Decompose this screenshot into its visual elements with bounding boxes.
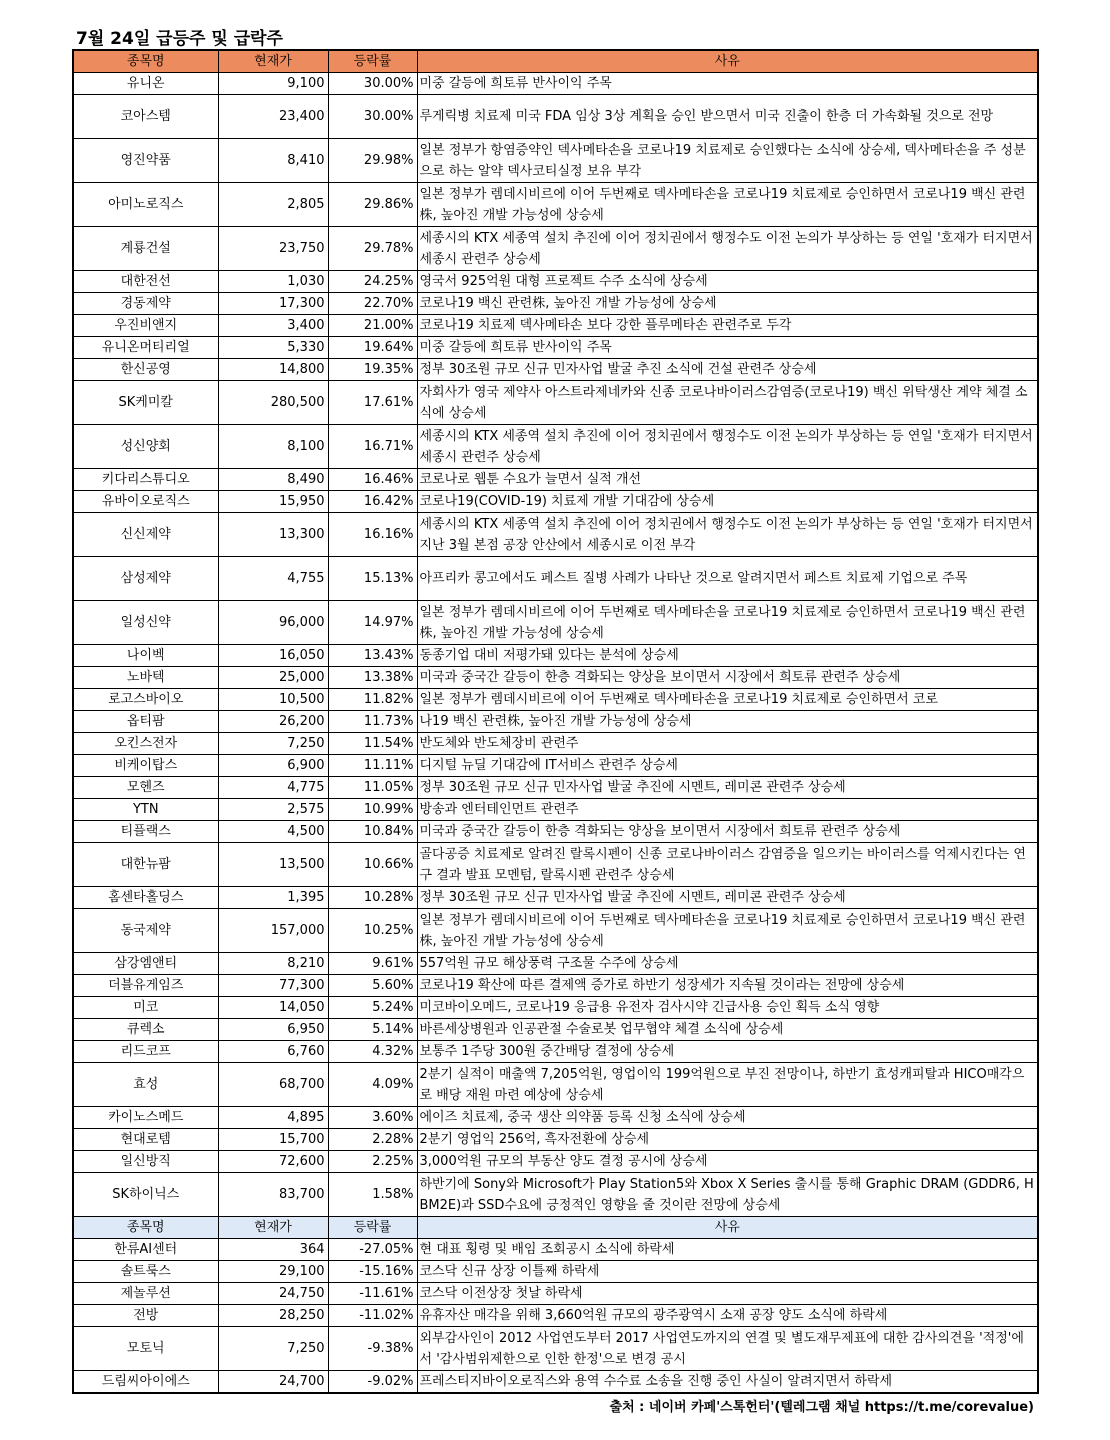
stock-change: 19.35% — [328, 359, 417, 381]
loser-row — [73, 1371, 1038, 1394]
stock-change: 21.00% — [328, 315, 417, 337]
gainer-row — [73, 1019, 1038, 1041]
stock-price: 14,050 — [218, 997, 328, 1019]
gainer-row — [73, 711, 1038, 733]
stock-price: 14,800 — [218, 359, 328, 381]
stock-change: 10.66% — [328, 843, 417, 887]
gainer-row — [73, 733, 1038, 755]
stock-change: 10.25% — [328, 909, 417, 953]
col-header-price: 현재가 — [218, 50, 328, 73]
stock-reason: 미국과 중국간 갈등이 한층 격화되는 양상을 보이면서 시장에서 희토류 관련주 상승세 — [417, 821, 1038, 843]
stock-name: 노바텍 — [73, 667, 218, 689]
gainer-row — [73, 513, 1038, 557]
stock-reason: 하반기에 Sony와 Microsoft가 Play Station5와 Xbox X Series 출시를 통해 Graphic DRAM (GDDR6, HBM2E)과 SSD수요에 긍정적인 영향을 줄 것이란 전망에 상승세 — [417, 1173, 1038, 1217]
gainer-row — [73, 95, 1038, 139]
stock-price: 25,000 — [218, 667, 328, 689]
stock-change: 11.82% — [328, 689, 417, 711]
stock-reason: 코로나19 확산에 따른 결제액 증가로 하반기 성장세가 지속될 것이라는 전망에 상승세 — [417, 975, 1038, 997]
loser-row — [73, 1239, 1038, 1261]
gainer-row — [73, 315, 1038, 337]
col-header-change: 등락률 — [328, 50, 417, 73]
stock-reason: 코로나19 치료제 덱사메타손 보다 강한 플루메타손 관련주로 두각 — [417, 315, 1038, 337]
stock-change: -11.02% — [328, 1305, 417, 1327]
stock-name: 로고스바이오 — [73, 689, 218, 711]
gainer-row — [73, 1151, 1038, 1173]
stock-reason: 미코바이오메드, 코로나19 응급용 유전자 검사시약 긴급사용 승인 획득 소식 영향 — [417, 997, 1038, 1019]
stock-price: 4,500 — [218, 821, 328, 843]
stock-reason: 코로나19 백신 관련株, 높아진 개발 가능성에 상승세 — [417, 293, 1038, 315]
stock-name: 비케이탑스 — [73, 755, 218, 777]
stock-price: 83,700 — [218, 1173, 328, 1217]
stock-change: 2.28% — [328, 1129, 417, 1151]
stock-change: 4.09% — [328, 1063, 417, 1107]
stock-change: 22.70% — [328, 293, 417, 315]
gainer-row — [73, 909, 1038, 953]
col-header-price: 현재가 — [218, 1217, 328, 1239]
stock-change: 10.99% — [328, 799, 417, 821]
stock-name: 한신공영 — [73, 359, 218, 381]
stock-price: 6,950 — [218, 1019, 328, 1041]
stock-name: 모토닉 — [73, 1327, 218, 1371]
stock-name: 모헨즈 — [73, 777, 218, 799]
stock-name: 영진약품 — [73, 139, 218, 183]
stock-change: 29.86% — [328, 183, 417, 227]
stock-change: 5.60% — [328, 975, 417, 997]
stock-reason: 아프리카 콩고에서도 페스트 질병 사례가 나타난 것으로 알려지면서 페스트 치료제 기업으로 주목 — [417, 557, 1038, 601]
gainer-row — [73, 777, 1038, 799]
stock-reason: 미중 갈등에 희토류 반사이익 주목 — [417, 73, 1038, 95]
stock-price: 15,950 — [218, 491, 328, 513]
stock-change: 5.14% — [328, 1019, 417, 1041]
stock-name: 계룡건설 — [73, 227, 218, 271]
stock-change: 30.00% — [328, 95, 417, 139]
col-header-name: 종목명 — [73, 1217, 218, 1239]
stock-change: 5.24% — [328, 997, 417, 1019]
gainer-row — [73, 1129, 1038, 1151]
stock-price: 4,775 — [218, 777, 328, 799]
stock-reason: 현 대표 횡령 및 배임 조회공시 소식에 하락세 — [417, 1239, 1038, 1261]
stock-change: -9.02% — [328, 1371, 417, 1394]
stock-name: 동국제약 — [73, 909, 218, 953]
gainer-row — [73, 359, 1038, 381]
stock-price: 68,700 — [218, 1063, 328, 1107]
stock-change: 16.71% — [328, 425, 417, 469]
stock-change: -27.05% — [328, 1239, 417, 1261]
gainer-row — [73, 799, 1038, 821]
stock-change: 19.64% — [328, 337, 417, 359]
gainer-row — [73, 381, 1038, 425]
stock-name: 코아스템 — [73, 95, 218, 139]
gainer-row — [73, 293, 1038, 315]
stock-price: 77,300 — [218, 975, 328, 997]
stock-name: 삼강엠앤티 — [73, 953, 218, 975]
stock-change: 3.60% — [328, 1107, 417, 1129]
stock-reason: 일본 정부가 렘데시비르에 이어 두번째로 덱사메타손을 코로나19 치료제로 승인하면서 코로나19 백신 관련株, 높아진 개발 가능성에 상승세 — [417, 183, 1038, 227]
stock-reason: 세종시의 KTX 세종역 설치 추진에 이어 정치권에서 행정수도 이전 논의가 부상하는 등 연일 '호재가 터지면서 세종시 관련주 상승세 — [417, 425, 1038, 469]
stock-reason: 방송과 엔터테인먼트 관련주 — [417, 799, 1038, 821]
stock-reason: 외부감사인이 2012 사업연도부터 2017 사업연도까지의 연결 및 별도재무제표에 대한 감사의견을 '적정'에서 '감사범위제한으로 인한 한정'으로 변경 공시 — [417, 1327, 1038, 1371]
stock-name: 신신제약 — [73, 513, 218, 557]
stock-price: 72,600 — [218, 1151, 328, 1173]
stock-price: 280,500 — [218, 381, 328, 425]
stock-change: 4.32% — [328, 1041, 417, 1063]
stock-price: 24,750 — [218, 1283, 328, 1305]
stock-reason: 2분기 영업익 256억, 흑자전환에 상승세 — [417, 1129, 1038, 1151]
stock-name: 일신방직 — [73, 1151, 218, 1173]
stock-reason: 3,000억원 규모의 부동산 양도 결정 공시에 상승세 — [417, 1151, 1038, 1173]
stock-reason: 세종시의 KTX 세종역 설치 추진에 이어 정치권에서 행정수도 이전 논의가 부상하는 등 연일 '호재가 터지면서 세종시 관련주 상승세 — [417, 227, 1038, 271]
stock-reason: 일본 정부가 렘데시비르에 이어 두번째로 덱사메타손을 코로나19 치료제로 승인하면서 코로나19 백신 관련株, 높아진 개발 가능성에 상승세 — [417, 601, 1038, 645]
stock-price: 23,400 — [218, 95, 328, 139]
stock-change: 17.61% — [328, 381, 417, 425]
stock-change: 10.28% — [328, 887, 417, 909]
stock-reason: 일본 정부가 렘데시비르에 이어 두번째로 덱사메타손을 코로나19 치료제로 승인하면서 코로 — [417, 689, 1038, 711]
stock-change: 29.78% — [328, 227, 417, 271]
stock-change: 30.00% — [328, 73, 417, 95]
loser-row — [73, 1261, 1038, 1283]
stock-name: 한류AI센터 — [73, 1239, 218, 1261]
gainer-row — [73, 183, 1038, 227]
gainer-row — [73, 821, 1038, 843]
stock-reason: 정부 30조원 규모 신규 민자사업 발굴 추진에 시멘트, 레미콘 관련주 상승세 — [417, 777, 1038, 799]
stock-name: SK케미칼 — [73, 381, 218, 425]
stock-price: 9,100 — [218, 73, 328, 95]
col-header-reason: 사유 — [417, 50, 1038, 73]
stock-name: 큐렉소 — [73, 1019, 218, 1041]
stock-change: 10.84% — [328, 821, 417, 843]
stock-change: 24.25% — [328, 271, 417, 293]
stock-price: 8,210 — [218, 953, 328, 975]
stock-name: 드림씨아이에스 — [73, 1371, 218, 1394]
loser-row — [73, 1305, 1038, 1327]
stock-price: 26,200 — [218, 711, 328, 733]
stock-price: 28,250 — [218, 1305, 328, 1327]
gainer-row — [73, 557, 1038, 601]
stock-price: 2,805 — [218, 183, 328, 227]
col-header-reason: 사유 — [417, 1217, 1038, 1239]
stock-name: 유바이오로직스 — [73, 491, 218, 513]
stock-reason: 정부 30조원 규모 신규 민자사업 발굴 추진에 시멘트, 레미콘 관련주 상승세 — [417, 887, 1038, 909]
stock-reason: 미국과 중국간 갈등이 한층 격화되는 양상을 보이면서 시장에서 희토류 관련주 상승세 — [417, 667, 1038, 689]
stock-reason: 골다공증 치료제로 알려진 랄록시펜이 신종 코로나바이러스 감염증을 일으키는 바이러스를 억제시킨다는 연구 결과 발표 모멘텀, 랄록시펜 관련주 상승세 — [417, 843, 1038, 887]
stock-reason: 자회사가 영국 제약사 아스트라제네카와 신종 코로나바이러스감염증(코로나19) 백신 위탁생산 계약 체결 소식에 상승세 — [417, 381, 1038, 425]
gainer-row — [73, 645, 1038, 667]
stock-name: 카이노스메드 — [73, 1107, 218, 1129]
stock-price: 6,900 — [218, 755, 328, 777]
stock-name: 티플랙스 — [73, 821, 218, 843]
stock-price: 6,760 — [218, 1041, 328, 1063]
stock-change: 15.13% — [328, 557, 417, 601]
stock-price: 7,250 — [218, 733, 328, 755]
stock-price: 8,100 — [218, 425, 328, 469]
stock-price: 2,575 — [218, 799, 328, 821]
stock-change: 13.43% — [328, 645, 417, 667]
gainer-row — [73, 843, 1038, 887]
stock-reason: 일본 정부가 렘데시비르에 이어 두번째로 덱사메타손을 코로나19 치료제로 승인하면서 코로나19 백신 관련株, 높아진 개발 가능성에 상승세 — [417, 909, 1038, 953]
stock-change: 13.38% — [328, 667, 417, 689]
stock-reason: 정부 30조원 규모 신규 민자사업 발굴 추진 소식에 건설 관련주 상승세 — [417, 359, 1038, 381]
stock-name: YTN — [73, 799, 218, 821]
stock-change: 11.54% — [328, 733, 417, 755]
stock-reason: 바른세상병원과 인공관절 수술로봇 업무협약 체결 소식에 상승세 — [417, 1019, 1038, 1041]
stock-price: 1,030 — [218, 271, 328, 293]
stock-change: 14.97% — [328, 601, 417, 645]
loser-row — [73, 1283, 1038, 1305]
stock-price: 13,500 — [218, 843, 328, 887]
stock-name: 아미노로직스 — [73, 183, 218, 227]
stock-price: 4,755 — [218, 557, 328, 601]
stock-price: 24,700 — [218, 1371, 328, 1394]
stock-price: 29,100 — [218, 1261, 328, 1283]
stock-change: 16.16% — [328, 513, 417, 557]
stock-reason: 557억원 규모 해상풍력 구조물 수주에 상승세 — [417, 953, 1038, 975]
gainer-row — [73, 689, 1038, 711]
stock-name: 대한뉴팜 — [73, 843, 218, 887]
stock-reason: 코스닥 이전상장 첫날 하락세 — [417, 1283, 1038, 1305]
stock-name: 효성 — [73, 1063, 218, 1107]
stock-name: 옵티팜 — [73, 711, 218, 733]
stock-price: 15,700 — [218, 1129, 328, 1151]
gainer-row — [73, 997, 1038, 1019]
stock-change: 9.61% — [328, 953, 417, 975]
stock-change: -11.61% — [328, 1283, 417, 1305]
stock-name: 현대로템 — [73, 1129, 218, 1151]
stock-change: 2.25% — [328, 1151, 417, 1173]
stock-change: -15.16% — [328, 1261, 417, 1283]
stock-name: 일성신약 — [73, 601, 218, 645]
stock-change: 11.11% — [328, 755, 417, 777]
stock-reason: 코스닥 신규 상장 이틀째 하락세 — [417, 1261, 1038, 1283]
stock-reason: 코로나19(COVID-19) 치료제 개발 기대감에 상승세 — [417, 491, 1038, 513]
stock-name: 나이벡 — [73, 645, 218, 667]
stock-name: 유니온머티리얼 — [73, 337, 218, 359]
gainer-row — [73, 975, 1038, 997]
gainer-row — [73, 887, 1038, 909]
stock-name: 대한전선 — [73, 271, 218, 293]
stock-price: 7,250 — [218, 1327, 328, 1371]
stock-change: 29.98% — [328, 139, 417, 183]
stock-price: 1,395 — [218, 887, 328, 909]
stock-reason: 루게릭병 치료제 미국 FDA 임상 3상 계획을 승인 받으면서 미국 진출이 한층 더 가속화될 것으로 전망 — [417, 95, 1038, 139]
stock-name: 더블유게임즈 — [73, 975, 218, 997]
gainer-row — [73, 73, 1038, 95]
stock-price: 8,410 — [218, 139, 328, 183]
stock-reason: 보통주 1주당 300원 중간배당 결정에 상승세 — [417, 1041, 1038, 1063]
gainer-row — [73, 1107, 1038, 1129]
stock-reason: 일본 정부가 항염증약인 덱사메타손을 코로나19 치료제로 승인했다는 소식에 상승세, 덱사메타손을 주 성분으로 하는 알약 덱사코티실정 보유 부각 — [417, 139, 1038, 183]
gainer-row — [73, 755, 1038, 777]
gainer-row — [73, 953, 1038, 975]
stock-change: 11.73% — [328, 711, 417, 733]
gainer-row — [73, 271, 1038, 293]
stock-price: 10,500 — [218, 689, 328, 711]
stock-name: SK하이닉스 — [73, 1173, 218, 1217]
stock-price: 157,000 — [218, 909, 328, 953]
stock-reason: 2분기 실적이 매출액 7,205억원, 영업이익 199억원으로 부진 전망이나, 하반기 효성캐피탈과 HICO매각으로 배당 재원 마련 예상에 상승세 — [417, 1063, 1038, 1107]
stock-name: 우진비앤지 — [73, 315, 218, 337]
stock-name: 리드코프 — [73, 1041, 218, 1063]
stock-reason: 반도체와 반도체장비 관련주 — [417, 733, 1038, 755]
gainer-row — [73, 601, 1038, 645]
loser-row — [73, 1327, 1038, 1371]
stock-name: 오킨스전자 — [73, 733, 218, 755]
page-title: 7월 24일 급등주 및 급락주 — [76, 29, 283, 49]
stock-name: 경동제약 — [73, 293, 218, 315]
stock-change: 16.46% — [328, 469, 417, 491]
col-header-change: 등락률 — [328, 1217, 417, 1239]
stock-price: 23,750 — [218, 227, 328, 271]
gainer-row — [73, 491, 1038, 513]
stock-price: 364 — [218, 1239, 328, 1261]
stock-name: 솔트룩스 — [73, 1261, 218, 1283]
stock-price: 4,895 — [218, 1107, 328, 1129]
gainer-row — [73, 1063, 1038, 1107]
stock-price: 16,050 — [218, 645, 328, 667]
gainer-row — [73, 227, 1038, 271]
stock-reason: 나19 백신 관련株, 높아진 개발 가능성에 상승세 — [417, 711, 1038, 733]
stock-reason: 디지털 뉴딜 기대감에 IT서비스 관련주 상승세 — [417, 755, 1038, 777]
stock-name: 성신양회 — [73, 425, 218, 469]
col-header-name: 종목명 — [73, 50, 218, 73]
stock-reason: 동종기업 대비 저평가돼 있다는 분석에 상승세 — [417, 645, 1038, 667]
gainers-header-row — [73, 50, 1038, 73]
losers-header-row — [73, 1217, 1038, 1239]
gainer-row — [73, 1041, 1038, 1063]
stock-name: 삼성제약 — [73, 557, 218, 601]
stock-price: 5,330 — [218, 337, 328, 359]
gainer-row — [73, 139, 1038, 183]
stock-reason: 세종시의 KTX 세종역 설치 추진에 이어 정치권에서 행정수도 이전 논의가 부상하는 등 연일 '호재가 터지면서 지난 3월 본점 공장 안산에서 세종시로 이전 부각 — [417, 513, 1038, 557]
stock-name: 홈센타홀딩스 — [73, 887, 218, 909]
stock-price: 17,300 — [218, 293, 328, 315]
stock-change: -9.38% — [328, 1327, 417, 1371]
gainer-row — [73, 425, 1038, 469]
stock-price: 3,400 — [218, 315, 328, 337]
gainer-row — [73, 469, 1038, 491]
stock-reason: 코로나로 웹툰 수요가 늘면서 실적 개선 — [417, 469, 1038, 491]
gainer-row — [73, 337, 1038, 359]
gainer-row — [73, 667, 1038, 689]
stock-name: 유니온 — [73, 73, 218, 95]
stock-change: 1.58% — [328, 1173, 417, 1217]
source-note: 출처 : 네이버 카페'스톡헌터'(텔레그램 채널 https://t.me/corevalue) — [609, 1400, 1034, 1415]
stock-table — [72, 49, 1039, 1394]
stock-change: 16.42% — [328, 491, 417, 513]
stock-reason: 프레스티지바이오로직스와 용역 수수료 소송을 진행 중인 사실이 알려지면서 하락세 — [417, 1371, 1038, 1394]
stock-name: 전방 — [73, 1305, 218, 1327]
stock-reason: 영국서 925억원 대형 프로젝트 수주 소식에 상승세 — [417, 271, 1038, 293]
gainer-row — [73, 1173, 1038, 1217]
stock-change: 11.05% — [328, 777, 417, 799]
stock-reason: 에이즈 치료제, 중국 생산 의약품 등록 신청 소식에 상승세 — [417, 1107, 1038, 1129]
stock-name: 제놀루션 — [73, 1283, 218, 1305]
stock-name: 미코 — [73, 997, 218, 1019]
stock-reason: 유휴자산 매각을 위해 3,660억원 규모의 광주광역시 소재 공장 양도 소식에 하락세 — [417, 1305, 1038, 1327]
stock-name: 키다리스튜디오 — [73, 469, 218, 491]
stock-reason: 미중 갈등에 희토류 반사이익 주목 — [417, 337, 1038, 359]
stock-price: 13,300 — [218, 513, 328, 557]
stock-price: 8,490 — [218, 469, 328, 491]
stock-price: 96,000 — [218, 601, 328, 645]
